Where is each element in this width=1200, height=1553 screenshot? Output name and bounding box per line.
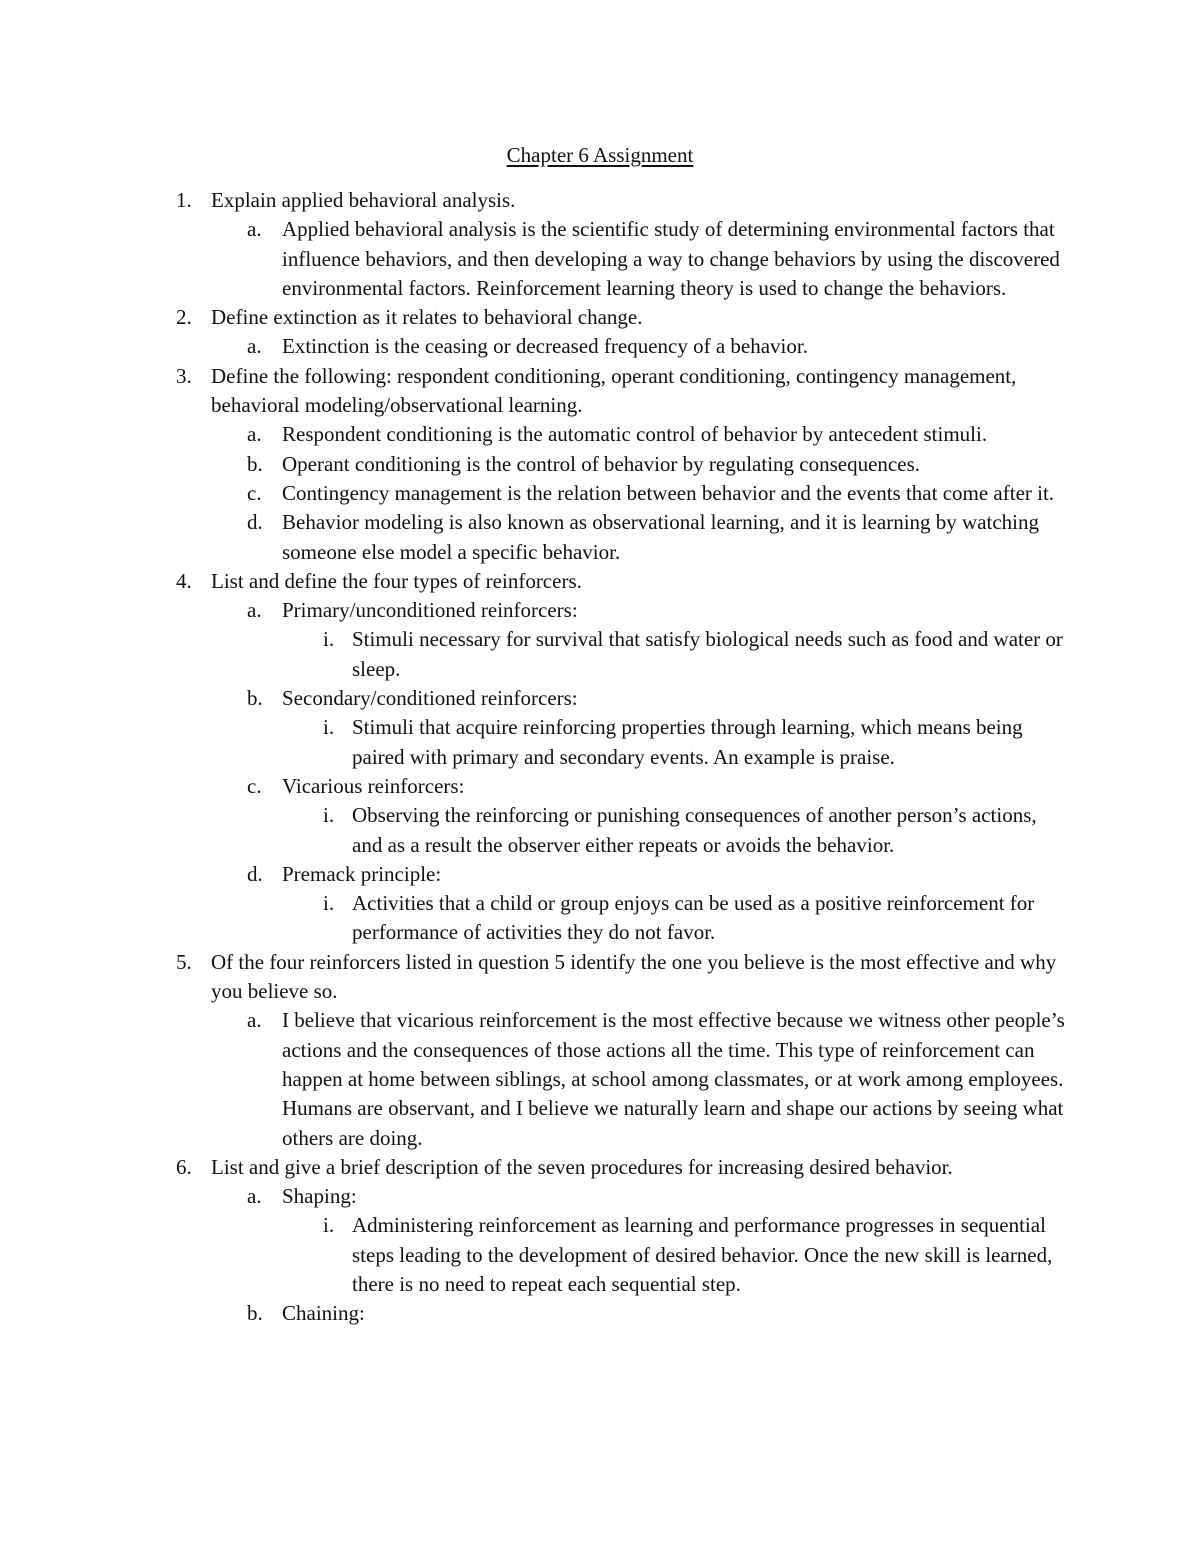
list-marker: b. [247,686,263,711]
list-item-text: Activities that a child or group enjoys can be used as a positive reinforcement for performance of activities they do not favor. [352,891,1035,945]
list-item-text: I believe that vicarious reinforcement is the most effective because we witness other people’s actions and the consequences of those actions all the time. This type of reinforcement can happen at home between siblings, at school among classmates, or at work among employees. Humans are observant, and I believe we naturally learn and shape our actions by seeing what others are doing. [282,1008,1065,1150]
list-item-level-1 [0,567,1200,596]
list-item-text: Of the four reinforcers listed in question 5 identify the one you believe is the most effective and why you believe so. [211,949,1057,1004]
list-item-text: Define the following: respondent conditioning, operant conditioning, contingency management, behavioral modeling/observational learning. [211,363,1017,418]
document-body [0,186,1200,1329]
list-item-text: Shaping: [282,1184,357,1209]
list-marker: a. [247,1184,262,1209]
list-item-level-2 [0,1299,1200,1328]
list-item-text: List and give a brief description of the seven procedures for increasing desired behavior. [211,1154,953,1179]
list-item-text: Define extinction as it relates to behavioral change. [211,305,643,330]
list-item-text: Behavior modeling is also known as observational learning, and it is learning by watching someone else model a specific behavior. [282,510,1040,564]
list-item-level-2 [0,479,1200,508]
list-marker: b. [247,1301,263,1326]
list-marker: 2. [176,305,192,330]
list-marker: i. [323,715,335,740]
document-title-line [0,141,1200,170]
list-item-level-2 [0,1182,1200,1211]
list-item-level-2 [0,332,1200,361]
list-item-text: Explain applied behavioral analysis. [211,188,516,212]
list-marker: 3. [176,363,192,388]
list-marker: 5. [176,949,192,974]
list-item-text: Primary/unconditioned reinforcers: [282,598,578,623]
list-marker: a. [247,334,262,359]
list-item-level-1 [0,1153,1200,1182]
list-item-level-3 [0,1211,1200,1299]
list-item-level-2 [0,508,1200,567]
list-item-level-1 [0,948,1200,1007]
list-item-level-2 [0,684,1200,713]
list-item-text: Vicarious reinforcers: [282,773,465,798]
list-item-level-3 [0,801,1200,860]
list-item-text: Respondent conditioning is the automatic control of behavior by antecedent stimuli. [282,422,988,447]
document-title: Chapter 6 Assignment [506,143,694,167]
list-item-level-3 [0,713,1200,772]
list-item-text: Administering reinforcement as learning and performance progresses in sequential steps leading to the development of desired behavior. Once the new skill is learned, there is no need to repeat each sequential step. [352,1213,1053,1296]
list-marker: b. [247,451,263,476]
list-item-level-2 [0,450,1200,479]
list-marker: a. [247,598,262,623]
list-item-text: Stimuli necessary for survival that satisfy biological needs such as food and water or sleep. [352,627,1063,681]
list-item-level-3 [0,625,1200,684]
list-marker: c. [247,773,262,798]
list-marker: a. [247,217,262,242]
list-item-level-2 [0,1006,1200,1152]
list-item-text: Observing the reinforcing or punishing consequences of another person’s actions, and as a result the observer either repeats or avoids the behavior. [352,803,1037,857]
list-marker: c. [247,480,262,505]
list-item-level-1 [0,186,1200,215]
list-marker: 6. [176,1154,192,1179]
list-marker: a. [247,1008,262,1033]
list-item-level-3 [0,889,1200,948]
list-item-text: List and define the four types of reinforcers. [211,568,582,593]
list-item-level-2 [0,772,1200,801]
list-marker: i. [323,1213,335,1238]
list-marker: i. [323,627,335,652]
list-marker: d. [247,861,263,886]
list-item-text: Secondary/conditioned reinforcers: [282,686,578,711]
list-marker: i. [323,803,335,828]
list-item-text: Stimuli that acquire reinforcing properties through learning, which means being paired with primary and secondary events. An example is praise. [352,715,1023,769]
list-item-text: Chaining: [282,1301,365,1326]
list-marker: a. [247,422,262,447]
list-item-level-2 [0,420,1200,449]
list-item-level-1 [0,303,1200,332]
list-item-level-2 [0,215,1200,303]
list-item-level-1 [0,362,1200,421]
list-item-text: Contingency management is the relation between behavior and the events that come after it. [282,480,1055,505]
list-item-level-2 [0,596,1200,625]
list-item-text: Premack principle: [282,861,442,886]
list-item-text: Applied behavioral analysis is the scientific study of determining environmental factors that influence behaviors, and then developing a way to change behaviors by using the discovered environmental factors. Reinforcement learning theory is used to change the behaviors. [282,217,1060,300]
list-marker: d. [247,510,263,535]
list-item-level-2 [0,860,1200,889]
list-marker: i. [323,891,335,916]
list-item-text: Extinction is the ceasing or decreased frequency of a behavior. [282,334,808,359]
list-marker: 4. [176,568,192,593]
list-item-text: Operant conditioning is the control of behavior by regulating consequences. [282,451,920,476]
list-marker: 1. [176,188,192,212]
